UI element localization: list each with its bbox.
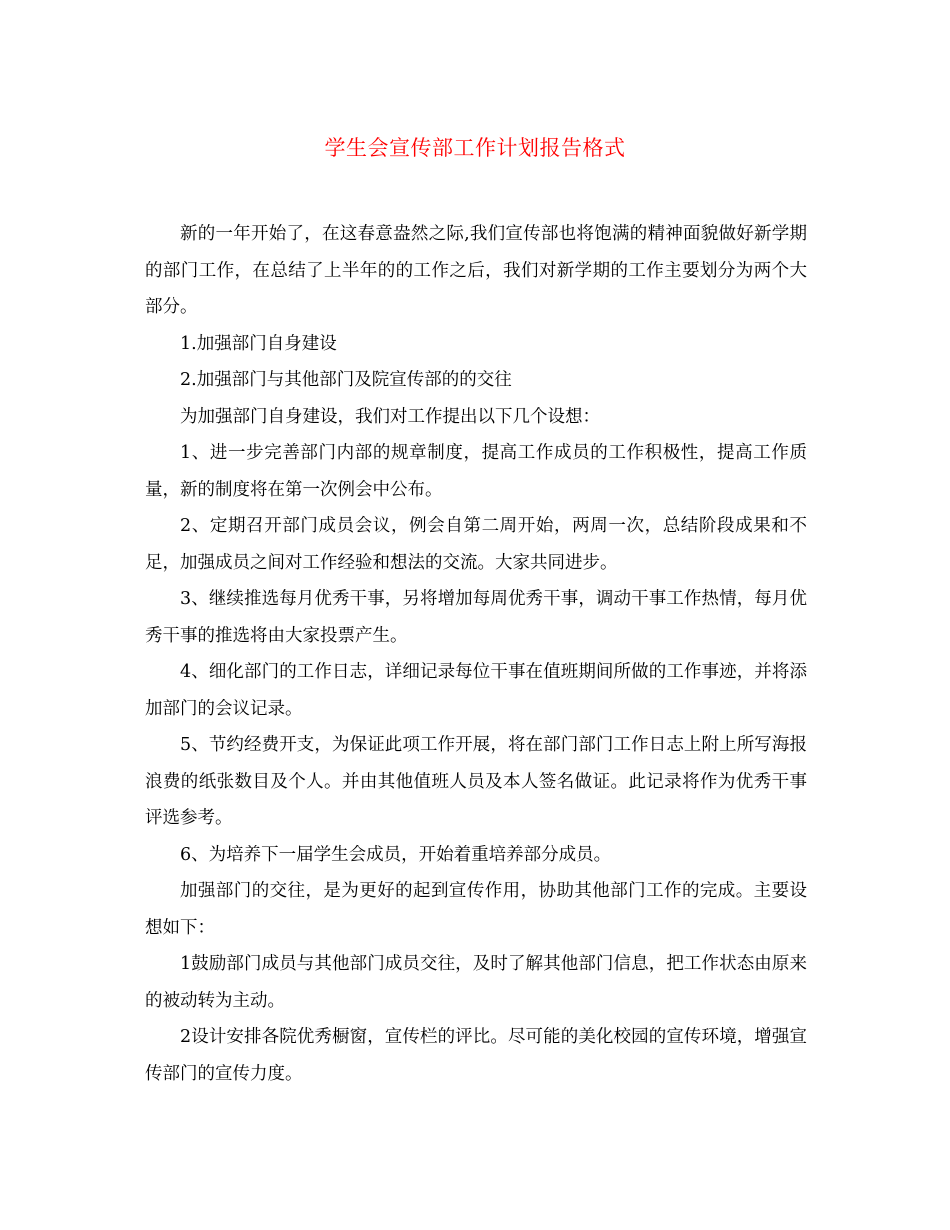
document-title: 学生会宣传部工作计划报告格式: [324, 136, 626, 160]
paragraph: 1、进一步完善部门内部的规章制度，提高工作成员的工作积极性，提高工作质量，新的制度将在第一次例会中公布。: [145, 443, 807, 500]
paragraph: 2设计安排各院优秀橱窗，宣传栏的评比。尽可能的美化校园的宣传环境，增强宣传部门的宣传力度。: [145, 1027, 807, 1084]
paragraph: 1.加强部门自身建设: [180, 333, 337, 354]
paragraph: 为加强部门自身建设，我们对工作提出以下几个设想：: [180, 406, 600, 427]
paragraph: 3、继续推选每月优秀干事，另将增加每周优秀干事，调动干事工作热情，每月优秀干事的推选将由大家投票产生。: [145, 589, 807, 646]
document-body: [145, 216, 807, 1092]
paragraph: 6、为培养下一届学生会成员，开始着重培养部分成员。: [180, 844, 612, 865]
paragraph: 新的一年开始了，在这春意盎然之际,我们宣传部也将饱满的精神面貌做好新学期的部门工作，在总结了上半年的的工作之后，我们对新学期的工作主要划分为两个大部分。: [145, 224, 807, 317]
paragraph: 1鼓励部门成员与其他部门成员交往，及时了解其他部门信息，把工作状态由原来的被动转为主动。: [145, 954, 807, 1011]
paragraph: 2、定期召开部门成员会议，例会自第二周开始，两周一次，总结阶段成果和不足，加强成员之间对工作经验和想法的交流。大家共同进步。: [145, 516, 807, 573]
paragraph: 2.加强部门与其他部门及院宣传部的的交往: [180, 370, 512, 390]
paragraph: 4、细化部门的工作日志，详细记录每位干事在值班期间所做的工作事迹，并将添加部门的会议记录。: [145, 662, 807, 719]
paragraph: 5、节约经费开支，为保证此项工作开展，将在部门部门工作日志上附上所写海报浪费的纸张数目及个人。并由其他值班人员及本人签名做证。此记录将作为优秀干事评选参考。: [145, 735, 807, 828]
paragraph: 加强部门的交往，是为更好的起到宣传作用，协助其他部门工作的完成。主要设想如下：: [145, 881, 807, 938]
